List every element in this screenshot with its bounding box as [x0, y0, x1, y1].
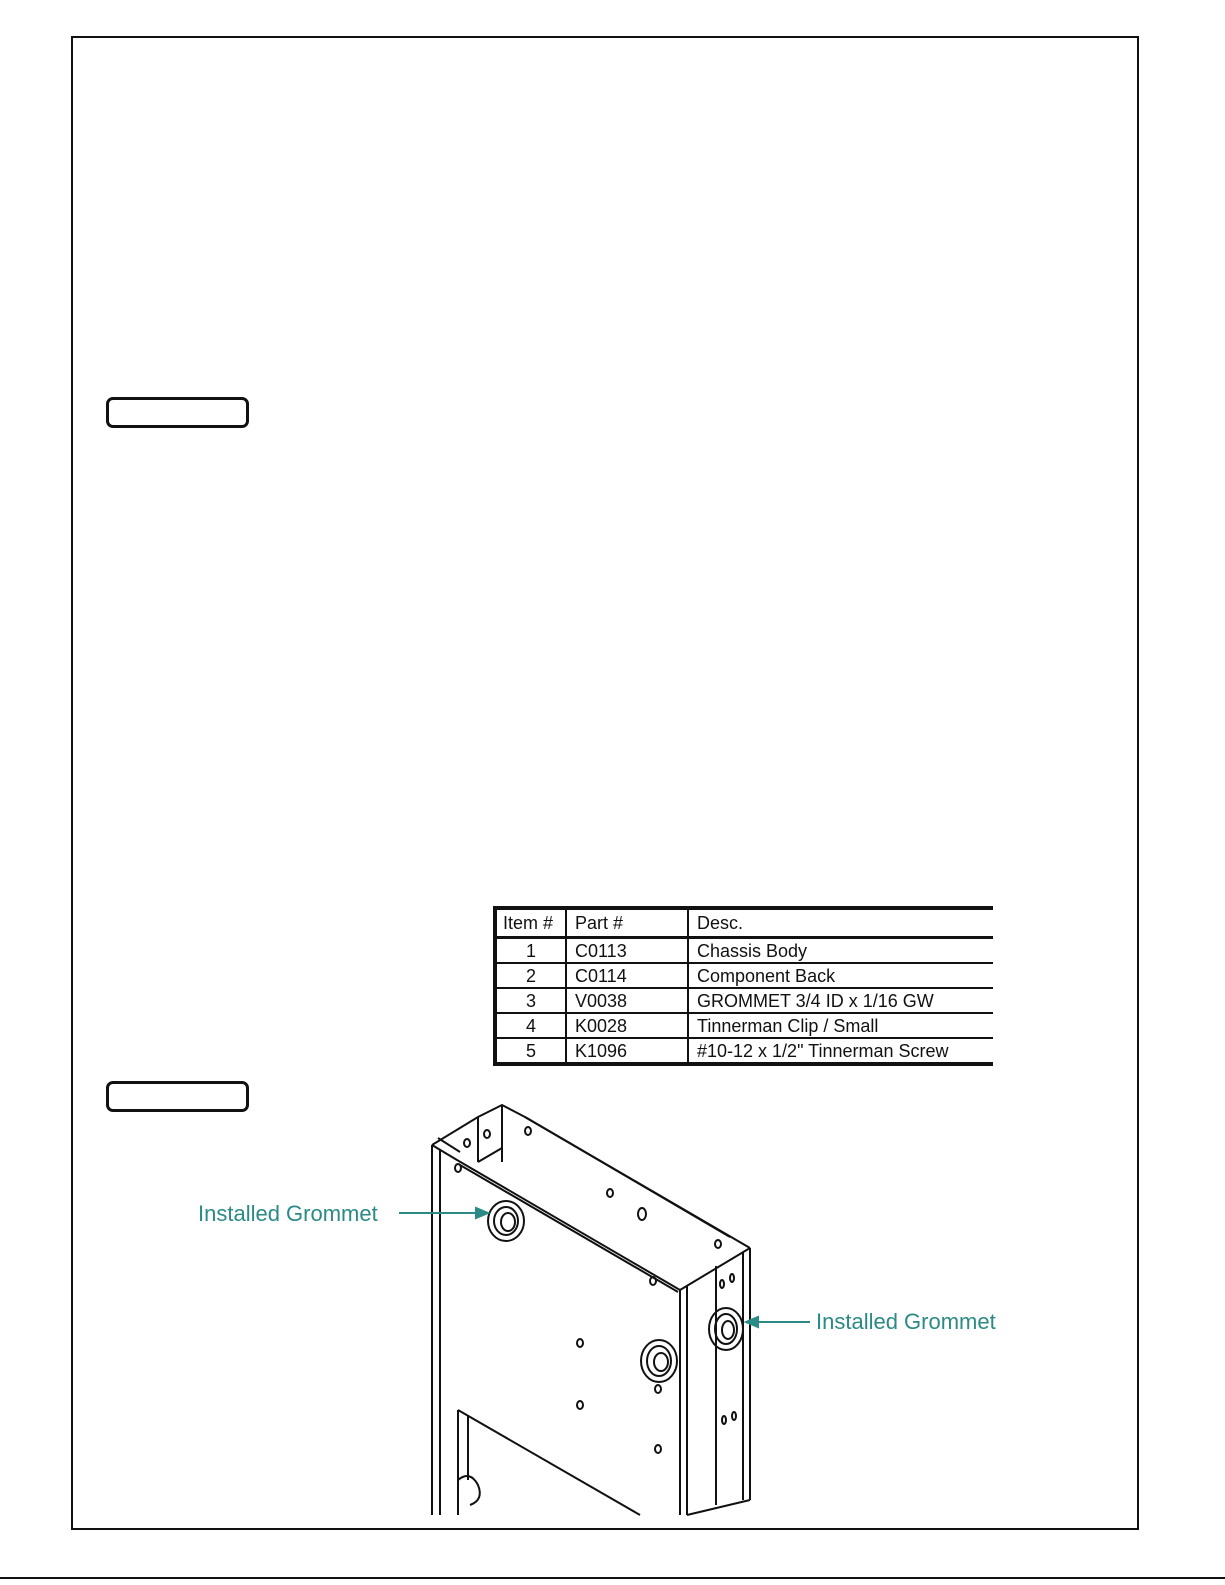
header-part: Part #	[566, 908, 688, 938]
header-desc: Desc.	[688, 908, 993, 938]
cell-part: V0038	[566, 988, 688, 1013]
grommet-icon	[488, 1201, 524, 1241]
callout-installed-grommet-right: Installed Grommet	[816, 1309, 996, 1334]
cell-item: 1	[495, 938, 566, 964]
cell-item: 3	[495, 988, 566, 1013]
cell-desc: #10-12 x 1/2" Tinnerman Screw	[688, 1038, 993, 1064]
cell-part: K1096	[566, 1038, 688, 1064]
cell-desc: Component Back	[688, 963, 993, 988]
cell-item: 4	[495, 1013, 566, 1038]
arrow-right-icon	[476, 1208, 488, 1218]
cell-desc: Tinnerman Clip / Small	[688, 1013, 993, 1038]
cell-item: 2	[495, 963, 566, 988]
cell-part: K0028	[566, 1013, 688, 1038]
grommet-icon	[641, 1340, 677, 1382]
cell-item: 5	[495, 1038, 566, 1064]
cell-desc: GROMMET 3/4 ID x 1/16 GW	[688, 988, 993, 1013]
cell-part: C0114	[566, 963, 688, 988]
callout-installed-grommet-left: Installed Grommet	[198, 1201, 378, 1226]
arrow-left-icon	[746, 1317, 758, 1327]
cell-desc: Chassis Body	[688, 938, 993, 964]
grommet-icon	[709, 1308, 743, 1350]
cell-part: C0113	[566, 938, 688, 964]
mounting-holes	[455, 1127, 736, 1453]
header-item: Item #	[495, 908, 566, 938]
bottom-rule	[0, 1577, 1225, 1579]
